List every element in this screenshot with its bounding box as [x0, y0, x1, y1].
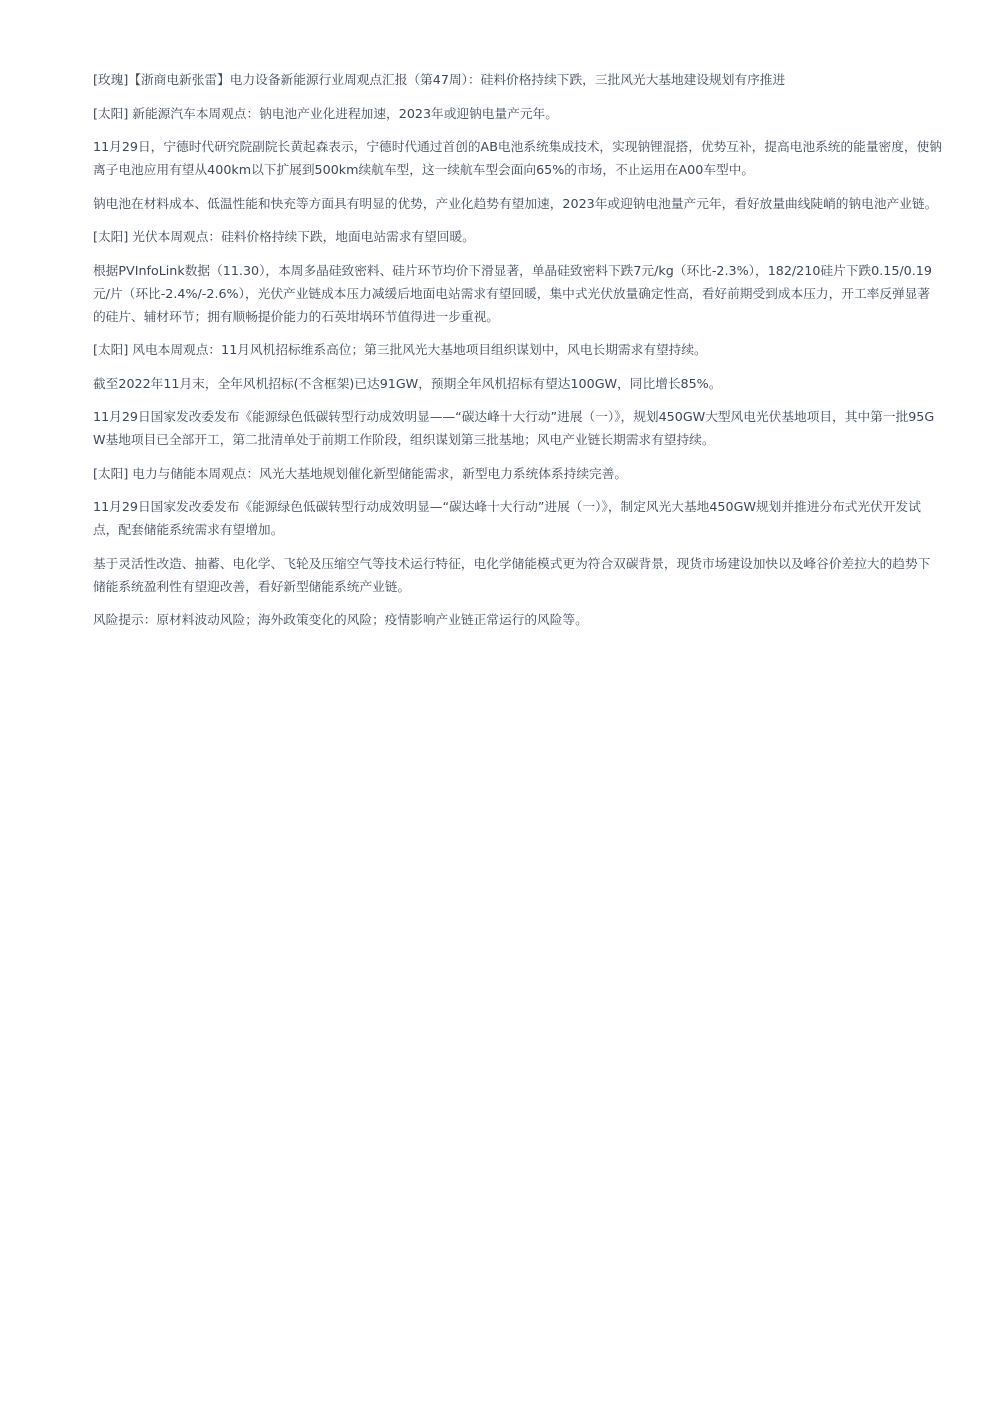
wind-section-heading: [太阳] 风电本周观点：11月风机招标维系高位；第三批风光大基地项目组织谋划中，风电长期需求有望持续。: [93, 342, 707, 357]
wind-paragraph-ndrc: 11月29日国家发改委发布《能源绿色低碳转型行动成效明显——“碳达峰十大行动”进展（一）》，规划450GW大型风电光伏基地项目，其中第一批95GW基地项目已全部开工，第二批清单处于前期工作阶段，组织谋划第三批基地；风电产业链长期需求有望持续。: [93, 409, 935, 447]
storage-paragraph-ndrc: 11月29日国家发改委发布《能源绿色低碳转型行动成效明显—“碳达峰十大行动”进展（一）》，制定风光大基地450GW规划并推进分布式光伏开发试点，配套储能系统需求有望增加。: [93, 499, 921, 537]
wind-paragraph-tenders: 截至2022年11月末，全年风机招标(不含框架)已达91GW，预期全年风机招标有望达100GW，同比增长85%。: [93, 375, 722, 391]
report-title: [玫瑰]【浙商电新张雷】电力设备新能源行业周观点汇报（第47周）：硅料价格持续下跌，三批风光大基地建设规划有序推进: [93, 72, 786, 87]
ev-paragraph-sodium: 钠电池在材料成本、低温性能和快充等方面具有明显的优势，产业化趋势有望加速，2023年或迎钠电池量产元年，看好放量曲线陡峭的钠电池产业链。: [93, 195, 938, 211]
pv-paragraph-prices: 根据PVInfoLink数据（11.30），本周多晶硅致密料、硅片环节均价下滑显著，单晶硅致密料下跌7元/kg（环比-2.3%），182/210硅片下跌0.15/0.19元/片（环比-2.4%/-2.6%），光伏产业链成本压力减缓后地面电站需求有望回暖，集中式光伏放量确定性高，看好前期受到成本压力，开工率反弹显著的硅片、辅材环节；拥有顺畅提价能力的石英坩埚环节值得进一步重视。: [93, 262, 932, 324]
risk-warning: 风险提示：原材料波动风险；海外政策变化的风险；疫情影响产业链正常运行的风险等。: [93, 612, 588, 627]
ev-paragraph-catl: 11月29日，宁德时代研究院副院长黄起森表示，宁德时代通过首创的AB电池系统集成技术，实现钠锂混搭，优势互补，提高电池系统的能量密度，使钠离子电池应用有望从400km以下扩展到500km续航车型，这一续航车型会面向65%的市场，不止运用在A00车型中。: [93, 139, 942, 177]
storage-paragraph-tech: 基于灵活性改造、抽蓄、电化学、飞轮及压缩空气等技术运行特征，电化学储能模式更为符合双碳背景，现货市场建设加快以及峰谷价差拉大的趋势下储能系统盈利性有望迎改善，看好新型储能系统产业链。: [93, 555, 931, 594]
pv-section-heading: [太阳] 光伏本周观点：硅料价格持续下跌，地面电站需求有望回暖。: [93, 229, 475, 244]
storage-section-heading: [太阳] 电力与储能本周观点：风光大基地规划催化新型储能需求，新型电力系统体系持续完善。: [93, 465, 628, 481]
ev-section-heading: [太阳] 新能源汽车本周观点：钠电池产业化进程加速，2023年或迎钠电量产元年。: [93, 105, 558, 121]
